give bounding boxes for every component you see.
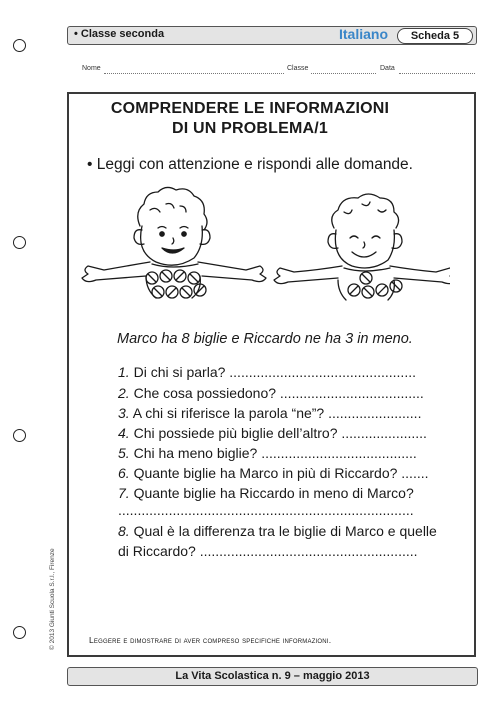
answer-line-q7[interactable]: ............................................................................ [118,502,414,518]
class-field-label: Classe [287,65,309,72]
question-2 [118,385,424,401]
binder-hole [13,236,26,249]
footer-bar: La Vita Scolastica n. 9 – maggio 2013 [67,667,478,686]
question-number: 3. [118,405,130,421]
worksheet-title-line1: COMPRENDERE LE INFORMAZIONI [110,100,390,117]
question-text: Di chi si parla? ................................................ [129,364,416,380]
sheet-badge: Scheda 5 [397,28,473,44]
boys-marbles-illustration [80,186,450,310]
question-number: 7. [118,485,130,501]
question-text: Chi possiede più biglie dell’altro? ...................... [129,425,427,441]
class-label: • Classe seconda [74,28,165,40]
question-text: Qual è la differenza tra le biglie di Marco e quelle [129,523,437,539]
learning-objective-note: Leggere e dimostrare di aver compreso specifiche informazioni. [89,635,332,645]
binder-hole [13,39,26,52]
question-1 [118,364,416,380]
question-8 [118,523,437,539]
marco-marbles [146,270,206,298]
name-field-line[interactable] [104,73,284,74]
date-field-line[interactable] [399,73,475,74]
question-3 [118,405,421,421]
question-8-continuation: di Riccardo? ........................................................ [118,543,418,559]
name-field-label: Nome [82,65,101,72]
header-bar [67,26,477,45]
problem-statement: Marco ha 8 biglie e Riccardo ne ha 3 in meno. [117,331,413,347]
question-text: A chi si riferisce la parola “ne”? ........................ [129,405,422,421]
date-field-label: Data [380,65,395,72]
binder-hole [13,626,26,639]
question-4 [118,425,427,441]
question-number: 1. [118,364,130,380]
instruction-text: • Leggi con attenzione e rispondi alle domande. [87,156,413,173]
question-number: 4. [118,425,130,441]
class-field-line[interactable] [311,73,376,74]
question-text: Che cosa possiedono? ..................................... [129,385,424,401]
binder-hole [13,429,26,442]
question-text: Quante biglie ha Riccardo in meno di Marco? [129,485,414,501]
question-number: 6. [118,465,130,481]
question-number: 8. [118,523,130,539]
question-text: Chi ha meno biglie? ........................................ [129,445,417,461]
question-text: Quante biglie ha Marco in più di Riccardo? ....... [129,465,429,481]
question-6 [118,465,429,481]
question-number: 5. [118,445,130,461]
question-5 [118,445,417,461]
boy-marco-figure [82,187,266,298]
worksheet-title-line2: DI UN PROBLEMA/1 [171,120,329,137]
copyright-notice: © 2013 Giunti Scuola S.r.l., Firenze [49,548,56,650]
boy-riccardo-figure [274,194,450,300]
student-fields [82,65,476,77]
question-number: 2. [118,385,130,401]
question-7 [118,485,414,501]
subject-label: Italiano [339,26,389,42]
